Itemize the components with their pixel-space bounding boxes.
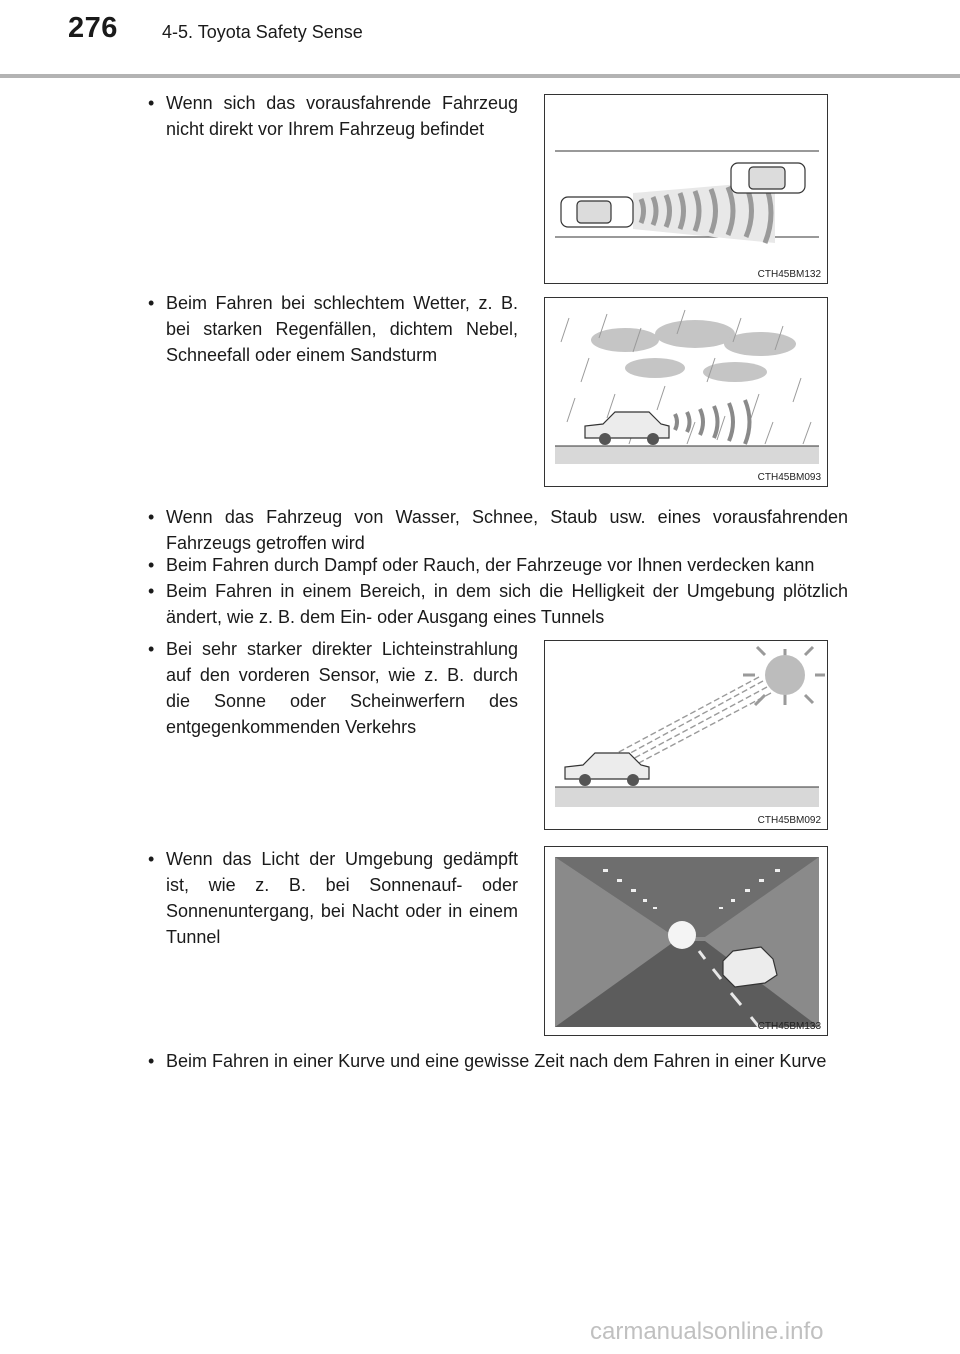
tunnel-illustration xyxy=(545,847,829,1037)
bullet-item xyxy=(148,504,848,556)
offset-vehicle-illustration xyxy=(545,95,829,285)
bullet-dot: • xyxy=(148,1051,155,1071)
bullet-item xyxy=(148,846,518,950)
bullet-text: Beim Fahren durch Dampf oder Rauch, der Fahrzeuge vor Ihnen verdecken kann xyxy=(166,555,815,575)
bullet-dot: • xyxy=(148,93,155,113)
bullet-dot: • xyxy=(148,507,155,527)
bullet-item xyxy=(148,636,518,740)
figure-code: CTH45BM093 xyxy=(757,472,821,483)
bullet-item xyxy=(148,578,848,630)
bullet-dot: • xyxy=(148,849,155,869)
header-rule xyxy=(0,74,960,78)
watermark: carmanualsonline.info xyxy=(590,1318,824,1345)
figure-tunnel xyxy=(544,846,828,1036)
figure-code: CTH45BM092 xyxy=(757,815,821,826)
bad-weather-illustration xyxy=(545,298,829,488)
bullet-dot: • xyxy=(148,639,155,659)
figure-sunlight-glare xyxy=(544,640,828,830)
bullet-text: Wenn das Licht der Umgebung gedämpft ist, wie z. B. bei Sonnenauf- oder Sonnenuntergang, bei Nacht oder in einem Tunnel xyxy=(166,849,518,947)
bullet-text: Beim Fahren in einer Kurve und eine gewisse Zeit nach dem Fahren in einer Kurve xyxy=(166,1051,827,1071)
bullet-text: Beim Fahren bei schlechtem Wetter, z. B. bei starken Regenfällen, dichtem Nebel, Schneefall oder einem Sandsturm xyxy=(166,293,518,365)
bullet-text: Wenn sich das vorausfahrende Fahrzeug nicht direkt vor Ihrem Fahrzeug befindet xyxy=(166,93,518,139)
figure-code: CTH45BM133 xyxy=(757,1021,821,1032)
bullet-dot: • xyxy=(148,555,155,575)
bullet-text: Bei sehr starker direkter Lichteinstrahlung auf den vorderen Sensor, wie z. B. durch die Sonne oder Scheinwerfern des entgegenkommenden Verkehrs xyxy=(166,639,518,737)
bullet-dot: • xyxy=(148,581,155,601)
page-number: 276 xyxy=(68,12,118,44)
bullet-item xyxy=(148,1048,848,1074)
bullet-text: Wenn das Fahrzeug von Wasser, Schnee, Staub usw. eines vorausfahrenden Fahrzeugs getroffen wird xyxy=(166,507,848,553)
figure-bad-weather xyxy=(544,297,828,487)
section-title: 4-5. Toyota Safety Sense xyxy=(162,22,363,42)
bullet-item xyxy=(148,90,518,142)
figure-offset-vehicle xyxy=(544,94,828,284)
figure-code: CTH45BM132 xyxy=(757,269,821,280)
bullet-item xyxy=(148,290,518,368)
bullet-item xyxy=(148,552,848,578)
bullet-dot: • xyxy=(148,293,155,313)
sunlight-glare-illustration xyxy=(545,641,829,831)
bullet-text: Beim Fahren in einem Bereich, in dem sich die Helligkeit der Umgebung plötzlich ändert, wie z. B. dem Ein- oder Ausgang eines Tunnels xyxy=(166,581,848,627)
